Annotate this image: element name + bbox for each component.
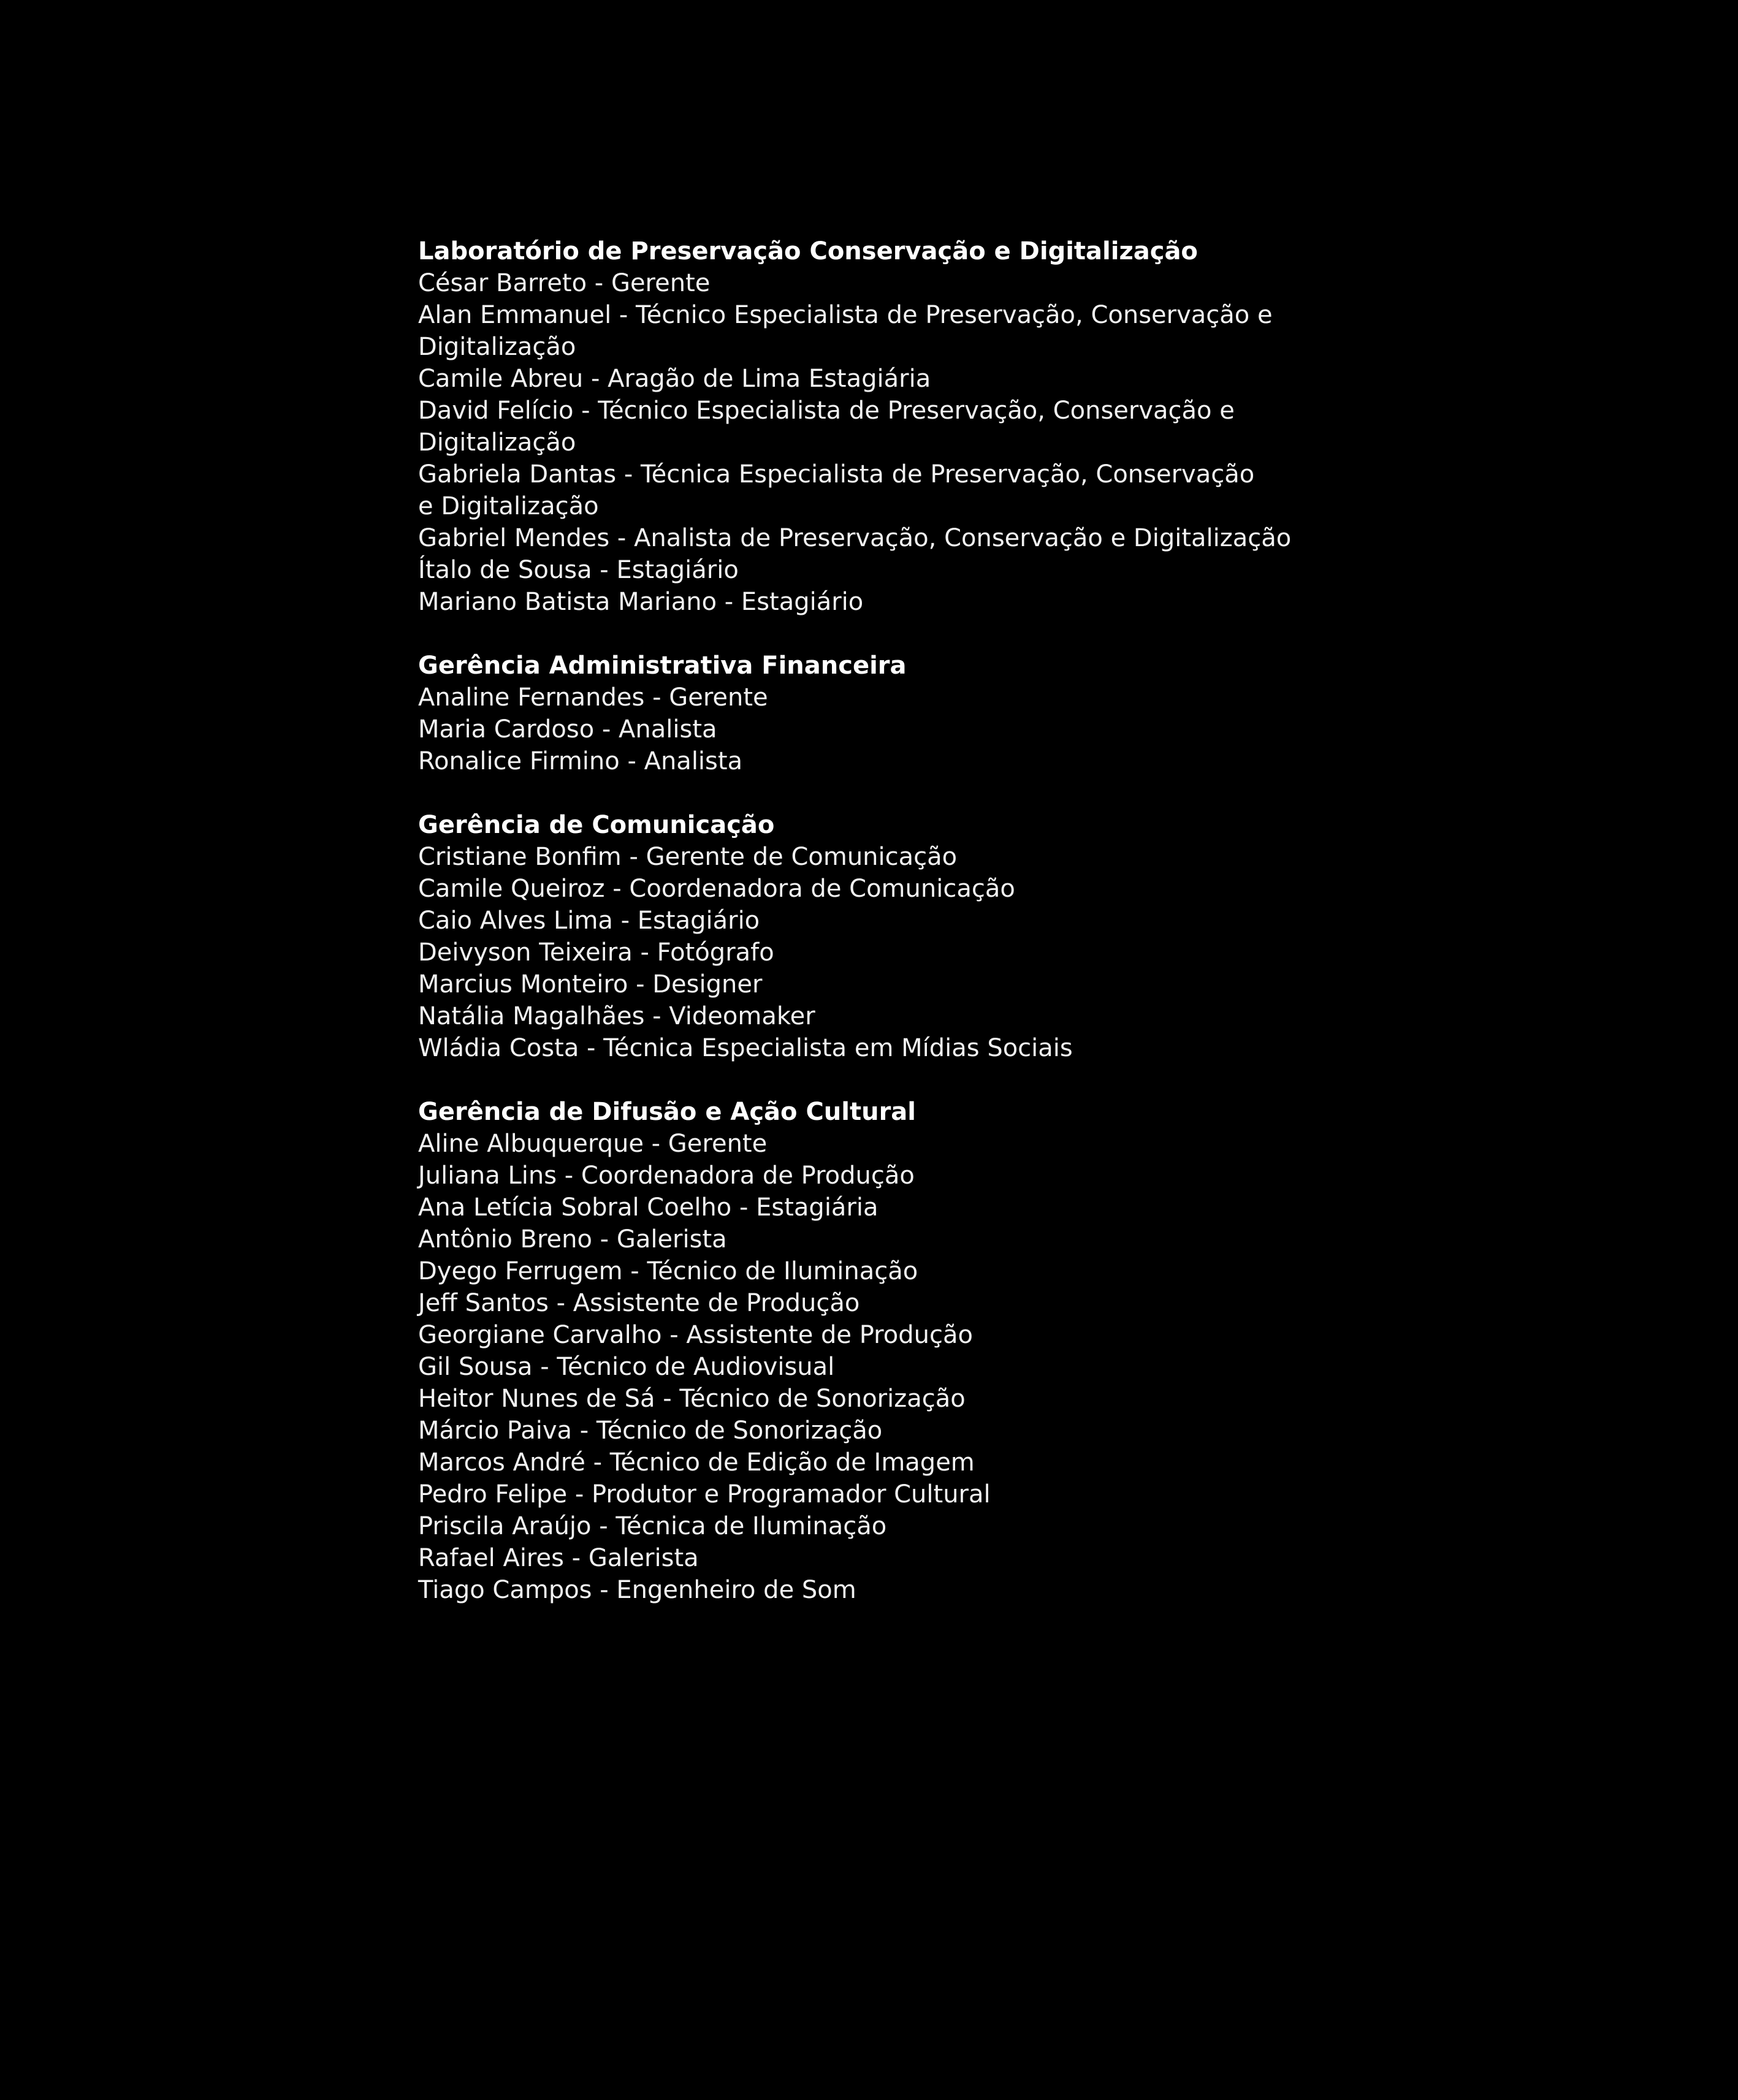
staff-line: Aline Albuquerque - Gerente: [418, 1130, 768, 1158]
staff-line: Antônio Breno - Galerista: [418, 1225, 727, 1254]
section-title: Gerência Administrativa Financeira: [418, 652, 907, 680]
staff-line: Georgiane Carvalho - Assistente de Produção: [418, 1321, 973, 1349]
section-title: Laboratório de Preservação Conservação e Digitalização: [418, 237, 1198, 265]
staff-line: Jeff Santos - Assistente de Produção: [418, 1289, 860, 1317]
staff-line: Dyego Ferrugem - Técnico de Iluminação: [418, 1257, 918, 1285]
staff-line: Camile Abreu - Aragão de Lima Estagiária: [418, 365, 931, 393]
staff-line: Analine Fernandes - Gerente: [418, 683, 768, 712]
credits-list: [418, 235, 1350, 1638]
section-difusao: [418, 1096, 1350, 1606]
staff-line: Pedro Felipe - Produtor e Programador Cultural: [418, 1480, 991, 1508]
staff-line: Gil Sousa - Técnico de Audiovisual: [418, 1353, 835, 1381]
staff-line: Juliana Lins - Coordenadora de Produção: [418, 1162, 915, 1190]
staff-line: Tiago Campos - Engenheiro de Som: [418, 1576, 856, 1604]
staff-line: Ítalo de Sousa - Estagiário: [418, 556, 739, 584]
section-laboratorio: [418, 235, 1350, 618]
staff-line: Ronalice Firmino - Analista: [418, 747, 743, 775]
staff-line: Rafael Aires - Galerista: [418, 1544, 699, 1572]
section-comunicacao: [418, 809, 1350, 1064]
staff-line: Gabriel Mendes - Analista de Preservação, Conservação e Digitalização: [418, 524, 1292, 552]
staff-line: Alan Emmanuel - Técnico Especialista de Preservação, Conservação e Digitalização: [418, 301, 1273, 361]
staff-line: Marcos André - Técnico de Edição de Imagem: [418, 1448, 975, 1477]
staff-line: Cristiane Bonfim - Gerente de Comunicação: [418, 843, 958, 871]
staff-line: Natália Magalhães - Videomaker: [418, 1002, 815, 1030]
staff-line: César Barreto - Gerente: [418, 269, 711, 297]
staff-line: Caio Alves Lima - Estagiário: [418, 907, 760, 935]
staff-line: Ana Letícia Sobral Coelho - Estagiária: [418, 1193, 879, 1222]
staff-line: Wládia Costa - Técnica Especialista em Mídias Sociais: [418, 1034, 1073, 1062]
staff-line: David Felício - Técnico Especialista de Preservação, Conservação e Digitalização: [418, 397, 1235, 457]
staff-line: Deivyson Teixeira - Fotógrafo: [418, 938, 774, 967]
section-title: Gerência de Comunicação: [418, 811, 775, 839]
staff-line: Camile Queiroz - Coordenadora de Comunicação: [418, 875, 1015, 903]
staff-line: Márcio Paiva - Técnico de Sonorização: [418, 1417, 883, 1445]
staff-line: Marcius Monteiro - Designer: [418, 970, 763, 999]
section-administrativa: [418, 650, 1350, 777]
staff-line: Priscila Araújo - Técnica de Iluminação: [418, 1512, 887, 1540]
staff-line: Maria Cardoso - Analista: [418, 715, 717, 744]
staff-line: Gabriela Dantas - Técnica Especialista de Preservação, Conservação e Digitalização: [418, 460, 1255, 520]
section-title: Gerência de Difusão e Ação Cultural: [418, 1098, 917, 1126]
staff-line: Heitor Nunes de Sá - Técnico de Sonorização: [418, 1385, 966, 1413]
staff-line: Mariano Batista Mariano - Estagiário: [418, 588, 864, 616]
